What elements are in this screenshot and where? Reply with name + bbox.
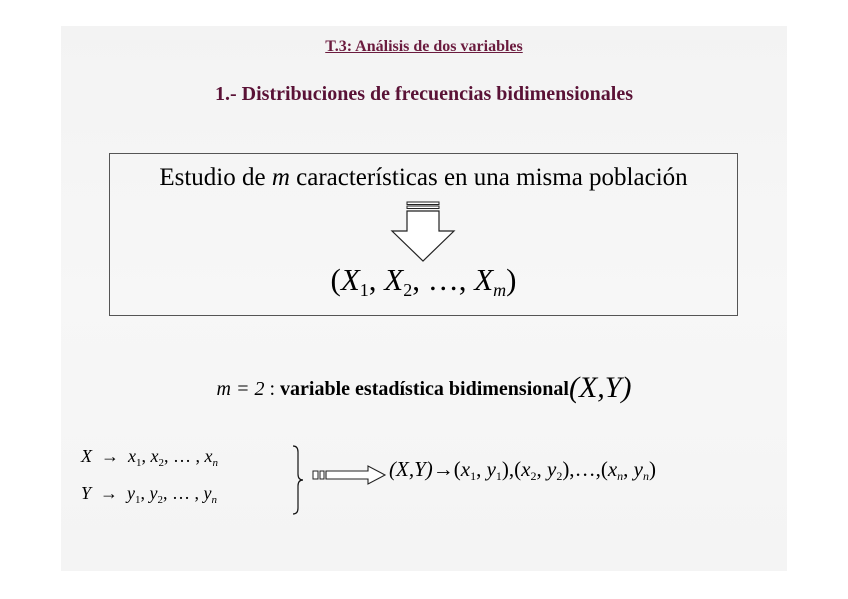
bivariate-definition: m = 2 : variable estadística bidimensional(X,Y) xyxy=(216,371,632,404)
bivariate-label: variable estadística bidimensional xyxy=(280,378,569,400)
pairs-expression: $(X,Y)\to(x_1$, $y_1),(x_2$, $y_2),\dots,(x_n$, $y_n$) xyxy=(389,457,656,483)
m-equals-2: m = 2 xyxy=(216,378,265,400)
study-text-before: Estudio de xyxy=(159,164,272,191)
implies-arrow-icon xyxy=(312,465,387,485)
down-arrow-icon xyxy=(390,201,456,263)
study-text-m: m xyxy=(271,164,290,191)
section-heading: 1.- Distribuciones de frecuencias bidimensionales xyxy=(215,83,633,105)
slide xyxy=(61,26,787,571)
study-text-after: características en una misma población xyxy=(289,164,688,191)
study-box xyxy=(109,153,738,316)
bivariate-pair: (X,Y) xyxy=(568,371,632,404)
x-mapping: $X \to x_1$, $x_2$, … , $x_n$ xyxy=(81,446,218,469)
slide-title: T.3: Análisis de dos variables xyxy=(325,38,523,55)
y-mapping: $Y \to y_1$, $y_2$, … , $y_n$ xyxy=(81,483,218,506)
study-statement xyxy=(110,164,737,192)
variables-tuple: ($X_1$, $X_2$, …, $X_m$) xyxy=(330,262,517,300)
right-brace-icon xyxy=(291,444,305,516)
